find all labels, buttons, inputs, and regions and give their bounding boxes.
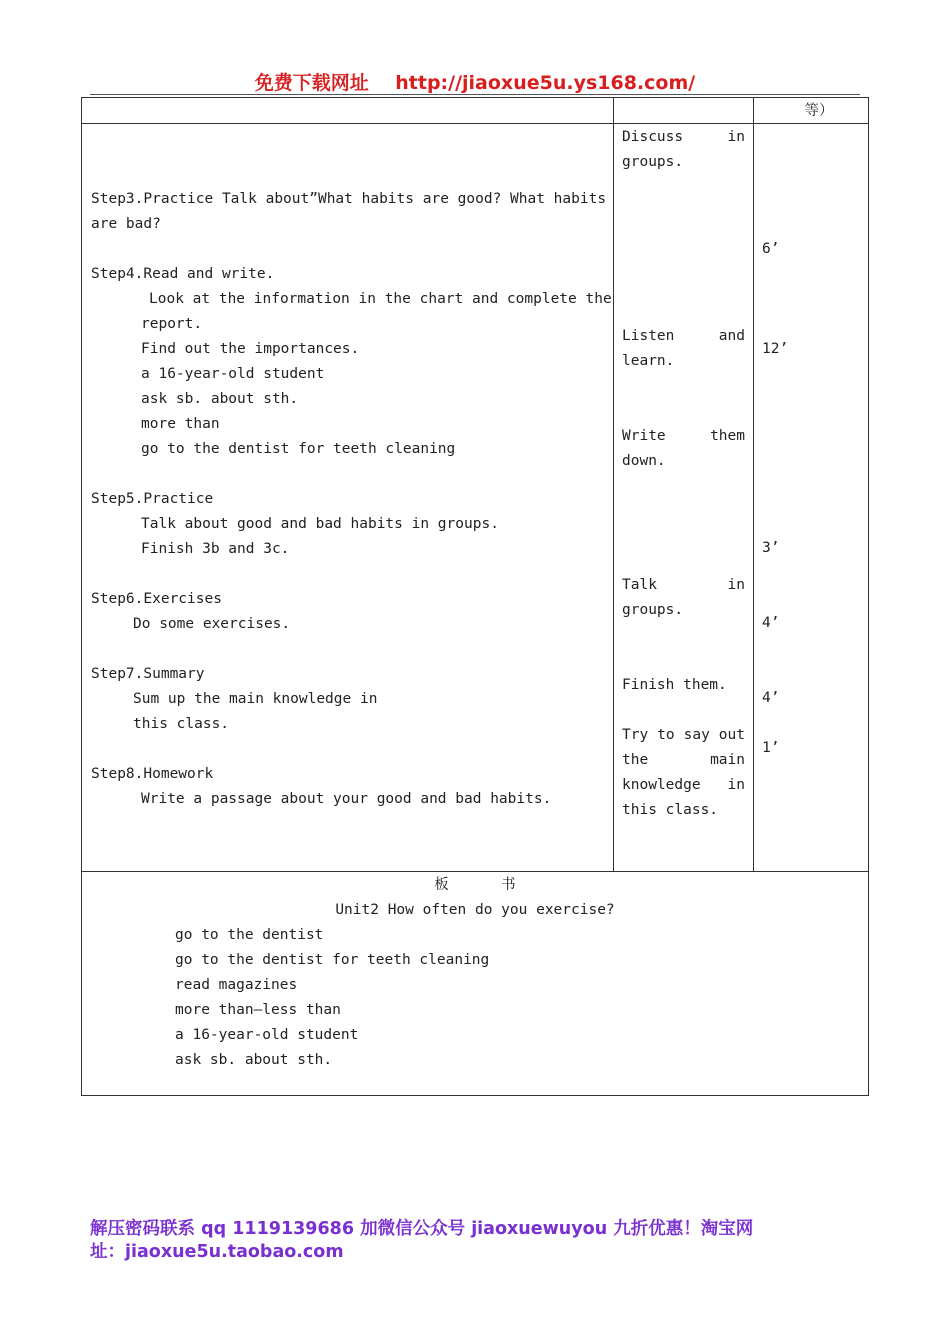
step5-line1: Talk about good and bad habits in groups. — [141, 516, 499, 532]
board-item: ask sb. about sth. — [175, 1052, 333, 1068]
step3-line1: Step3.Practice Talk about”What habits are good? What habits — [91, 191, 607, 207]
activity-talk-line1: Talk in — [622, 577, 745, 593]
time-step4: 12’ — [762, 341, 789, 357]
board-item: go to the dentist — [175, 927, 324, 943]
time-step6: 4’ — [762, 615, 780, 631]
board-item: go to the dentist for teeth cleaning — [175, 952, 490, 968]
time-step5: 3’ — [762, 540, 780, 556]
step8-title: Step8.Homework — [91, 766, 214, 782]
step4-line5: ask sb. about sth. — [141, 391, 299, 407]
col-divider-1 — [613, 98, 614, 872]
activity-talk-line2: groups. — [622, 602, 684, 618]
time-step3: 6’ — [762, 241, 780, 257]
step7-line2: this class. — [133, 716, 230, 732]
header-rule — [90, 94, 860, 95]
col-divider-2 — [753, 98, 754, 872]
step6-title: Step6.Exercises — [91, 591, 222, 607]
activity-try-line1: Try to say out — [622, 727, 745, 743]
step7-line1: Sum up the main knowledge in — [133, 691, 378, 707]
step4-title: Step4.Read and write. — [91, 266, 275, 282]
board-title: Unit2 How often do you exercise? — [335, 902, 615, 918]
activity-finish-line1: Finish them. — [622, 677, 727, 693]
activity-listen-line2: learn. — [622, 353, 675, 369]
row-divider-1 — [82, 123, 868, 124]
lesson-plan-table — [81, 97, 869, 1096]
footer-line2[interactable]: 址：jiaoxue5u.taobao.com — [90, 1242, 344, 1262]
step4-line2: report. — [141, 316, 203, 332]
row-divider-2 — [82, 871, 868, 872]
header-url-link[interactable]: http://jiaoxue5u.ys168.com/ — [395, 72, 696, 94]
activity-listen-line1: Listen and — [622, 328, 745, 344]
top-right-cell: 等） — [804, 103, 834, 119]
time-step8: 1’ — [762, 740, 780, 756]
step4-line4: a 16-year-old student — [141, 366, 325, 382]
activity-write-line1: Write them — [622, 428, 745, 444]
step4-line7: go to the dentist for teeth cleaning — [141, 441, 456, 457]
step7-title: Step7.Summary — [91, 666, 205, 682]
activity-try-line3: knowledge in — [622, 777, 745, 793]
board-heading: 板 书 — [434, 877, 516, 893]
contact-footer — [90, 1218, 850, 1264]
step5-title: Step5.Practice — [91, 491, 214, 507]
step4-line3: Find out the importances. — [141, 341, 360, 357]
step8-line1: Write a passage about your good and bad habits. — [141, 791, 552, 807]
header-prefix: 免费下载网址 — [254, 72, 369, 94]
step5-line2: Finish 3b and 3c. — [141, 541, 290, 557]
board-item: more than—less than — [175, 1002, 341, 1018]
board-item: a 16-year-old student — [175, 1027, 359, 1043]
download-header — [0, 68, 950, 95]
step3-line2: are bad? — [91, 216, 161, 232]
activity-discuss-line2: groups. — [622, 154, 684, 170]
step6-line1: Do some exercises. — [133, 616, 291, 632]
step4-line1: Look at the information in the chart and complete the — [149, 291, 612, 307]
time-step7: 4’ — [762, 690, 780, 706]
activity-try-line2: the main — [622, 752, 745, 768]
footer-line1: 解压密码联系 qq 1119139686 加微信公众号 jiaoxuewuyou 九折优惠！淘宝网 — [90, 1219, 754, 1239]
activity-discuss-line1: Discuss in — [622, 129, 745, 145]
board-item: read magazines — [175, 977, 298, 993]
activity-try-line4: this class. — [622, 802, 719, 818]
activity-write-line2: down. — [622, 453, 666, 469]
step4-line6: more than — [141, 416, 220, 432]
